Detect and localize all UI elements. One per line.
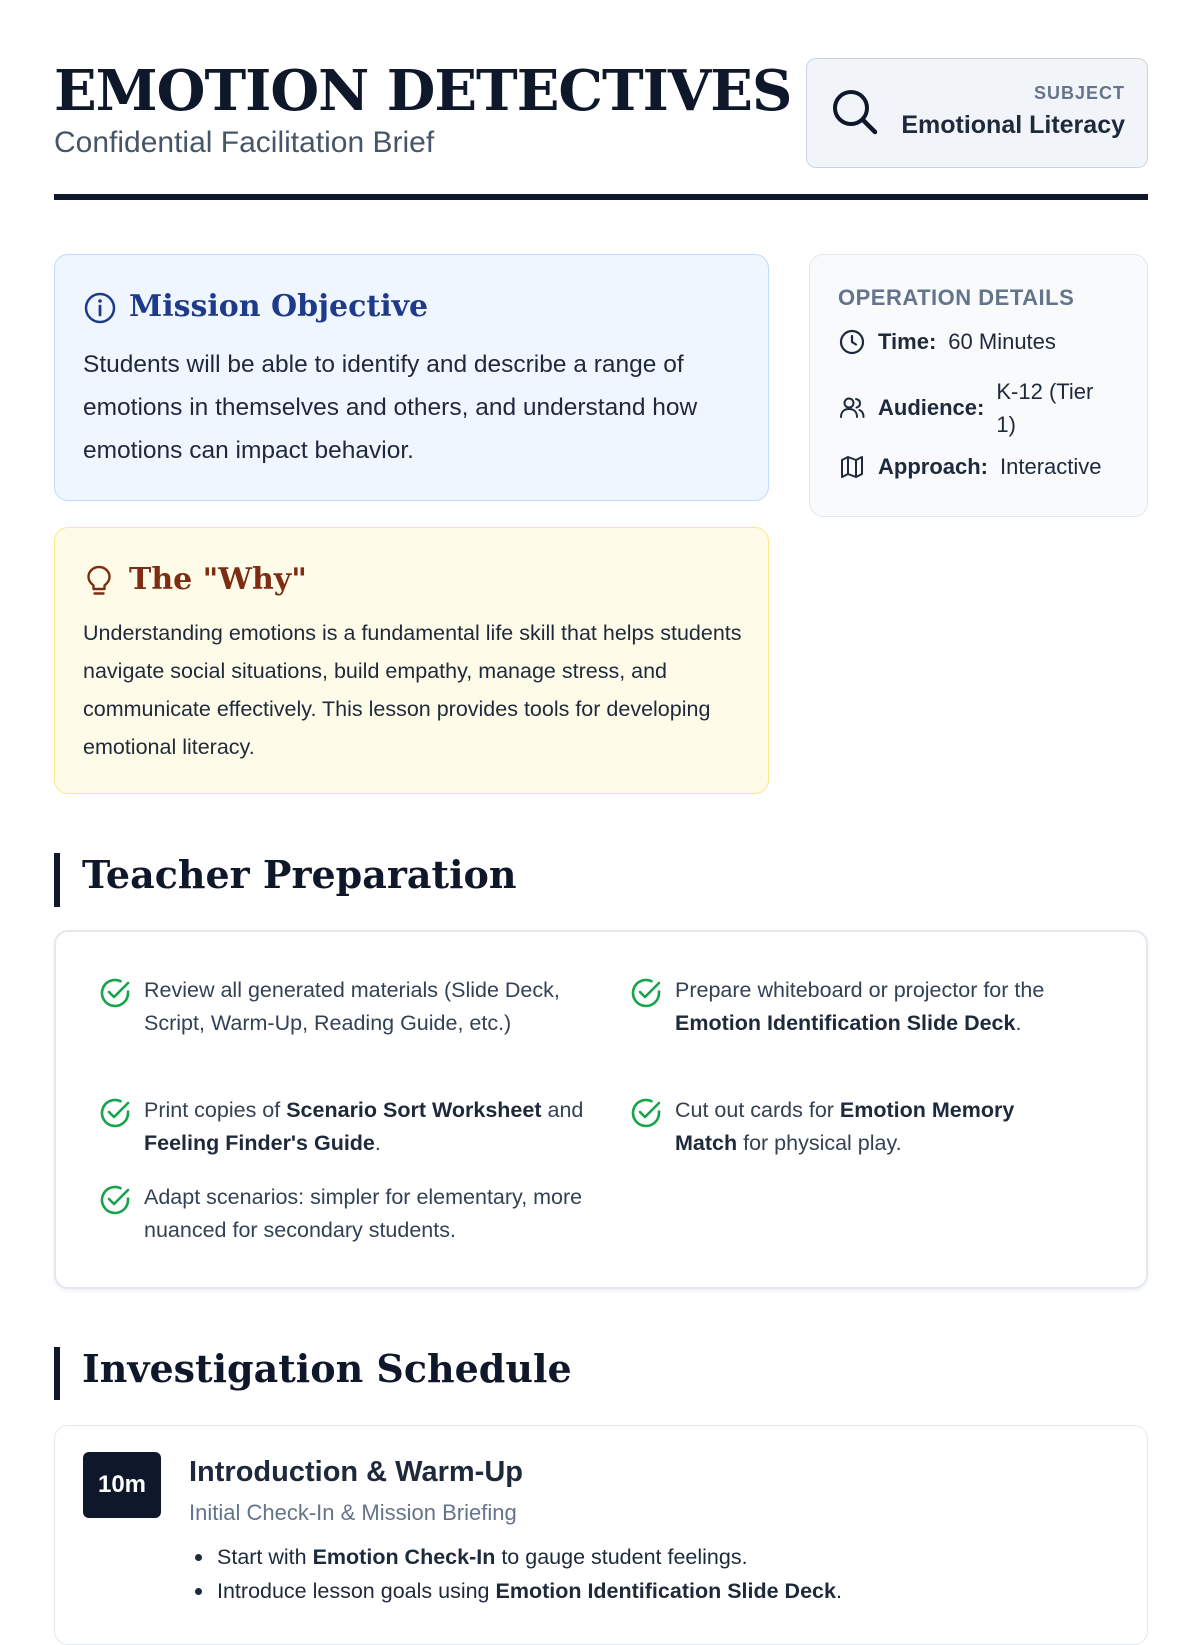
mission-objective-card <box>54 254 769 501</box>
schedule-step-card <box>54 1425 1148 1645</box>
users-icon <box>838 394 866 422</box>
lightbulb-icon <box>83 564 115 598</box>
step-bullet: Introduce lesson goals using Emotion Identification Slide Deck. <box>189 1574 842 1608</box>
time-value: 60 Minutes <box>948 329 1056 354</box>
info-icon <box>83 291 117 325</box>
operation-details-heading: OPERATION DETAILS <box>838 285 1075 310</box>
step-subtitle: Initial Check-In & Mission Briefing <box>189 1500 517 1525</box>
investigation-schedule-heading: Investigation Schedule <box>82 1346 572 1391</box>
operation-details-card <box>809 254 1148 517</box>
teacher-preparation-card <box>54 930 1148 1289</box>
duration-badge: 10m <box>83 1452 161 1518</box>
subject-label: SUBJECT <box>1033 83 1125 103</box>
check-circle-icon <box>98 1183 132 1217</box>
why-title: The "Why" <box>129 562 307 597</box>
page-subtitle: Confidential Facilitation Brief <box>54 126 435 159</box>
approach-label: Approach: <box>878 454 988 479</box>
time-row <box>838 328 1056 356</box>
search-icon <box>829 86 881 138</box>
teacher-preparation-heading: Teacher Preparation <box>82 852 517 897</box>
clock-icon <box>838 328 866 356</box>
step-bullet-list <box>189 1540 842 1608</box>
check-circle-icon <box>98 976 132 1010</box>
audience-label: Audience: <box>878 395 985 420</box>
approach-value: Interactive <box>1000 454 1102 479</box>
step-bullet: Start with Emotion Check-In to gauge student feelings. <box>189 1540 842 1574</box>
prep-item-text: Prepare whiteboard or projector for the Emotion Identification Slide Deck. <box>675 978 1045 1035</box>
prep-item-text: Review all generated materials (Slide Deck, Script, Warm-Up, Reading Guide, etc.) <box>144 978 560 1035</box>
prep-item-text: Print copies of Scenario Sort Worksheet and Feeling Finder's Guide. <box>144 1098 584 1155</box>
time-label: Time: <box>878 329 937 354</box>
mission-text: Students will be able to identify and describe a range of emotions in themselves and others, and understand how emotions can impact behavior. <box>83 351 698 464</box>
subject-card <box>806 58 1148 168</box>
page-header <box>54 56 1148 202</box>
mission-title: Mission Objective <box>129 289 429 324</box>
audience-row <box>838 375 1116 441</box>
prep-item-text: Cut out cards for Emotion Memory Match for physical play. <box>675 1098 1015 1155</box>
check-circle-icon <box>629 1096 663 1130</box>
section-accent-bar <box>54 853 60 907</box>
approach-row <box>838 453 1102 481</box>
why-text: Understanding emotions is a fundamental life skill that helps students navigate social situations, build empathy, manage stress, and communicate effectively. This lesson provides tools for developing emotional literacy. <box>83 621 742 759</box>
page-title: EMOTION DETECTIVES <box>54 58 792 124</box>
header-divider <box>54 194 1148 200</box>
map-icon <box>838 453 866 481</box>
section-accent-bar <box>54 1347 60 1400</box>
prep-item-text: Adapt scenarios: simpler for elementary, more nuanced for secondary students. <box>144 1185 583 1242</box>
why-card <box>54 527 769 794</box>
check-circle-icon <box>98 1096 132 1130</box>
step-title: Introduction & Warm-Up <box>189 1456 523 1488</box>
check-circle-icon <box>629 976 663 1010</box>
audience-value: K-12 (Tier 1) <box>996 379 1094 437</box>
subject-value: Emotional Literacy <box>901 111 1125 139</box>
